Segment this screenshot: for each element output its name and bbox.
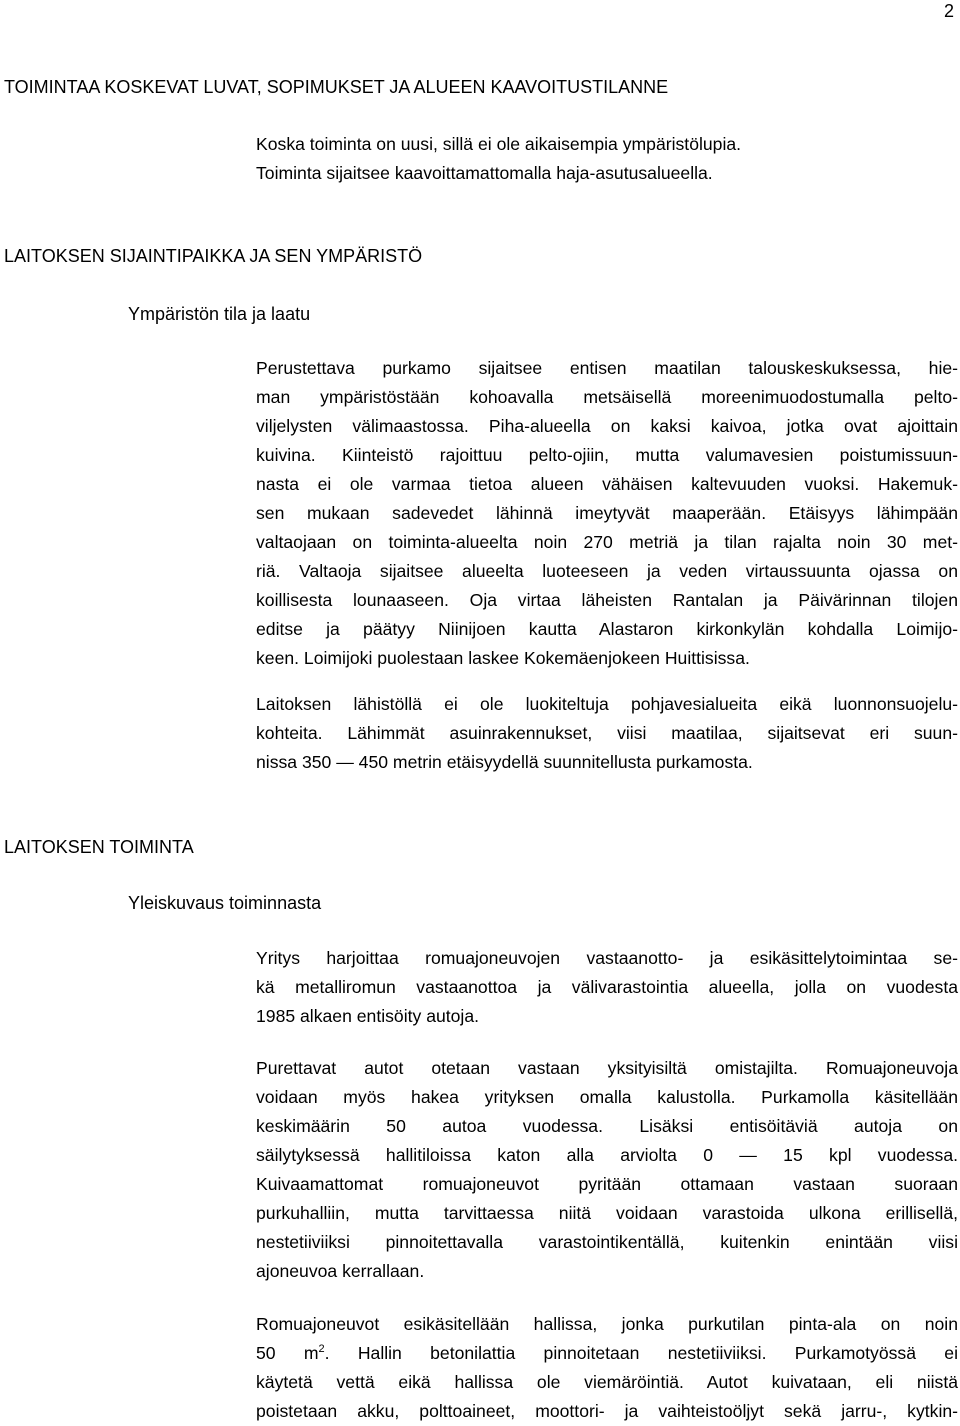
text-line: viljelysten välimaastossa. Piha-alueella on kaksi kaivoa, jotka ovat ajoittain	[256, 416, 958, 436]
text-line: man ympäristöstään kohoavalla metsäisellä moreenimuodostumalla pelto-	[256, 387, 958, 407]
text-line: ajoneuvoa kerrallaan.	[256, 1261, 425, 1281]
text-line: Kuivaamattomat romuajoneuvot pyritään ottamaan vastaan suoraan	[256, 1174, 958, 1194]
paragraph-environment-description	[256, 354, 958, 673]
text-line: sen mukaan sadevedet lähinnä imeytyvät maaperään. Etäisyys lähimpään	[256, 503, 958, 523]
text-line: 1985 alkaen entisöity autoja.	[256, 1006, 480, 1026]
text-line: Purettavat autot otetaan vastaan yksityisiltä omistajilta. Romuajoneuvoja	[256, 1058, 958, 1078]
paragraph-environment-protection	[256, 690, 958, 777]
text-line: kuivina. Kiinteistö rajoittuu pelto-ojiin, mutta valumavesien poistumissuun-	[256, 445, 958, 465]
text-line: kohteita. Lähimmät asuinrakennukset, viisi maatilaa, sijaitsevat eri suun-	[256, 723, 958, 743]
text-line: kä metalliromun vastaanottoa ja välivarastointia alueella, jolla on vuodesta	[256, 977, 958, 997]
text-fragment: . Hallin betonilattia pinnoitetaan nestetiiviiksi. Purkamotyössä ei	[324, 1343, 958, 1363]
text-line: valtaojaan on toiminta-alueelta noin 270 metriä ja tilan rajalta noin 30 met-	[256, 532, 958, 552]
area-value: 50 m	[256, 1343, 319, 1363]
text-line: käytetä vettä eikä hallissa ole viemäröintiä. Autot kuivataan, eli niistä	[256, 1372, 958, 1392]
text-line: editse ja päätyy Niinijoen kautta Alastaron kirkonkylän kohdalla Loimijo-	[256, 619, 958, 639]
section-heading-location: LAITOKSEN SIJAINTIPAIKKA JA SEN YMPÄRISTÖ	[4, 246, 423, 266]
text-line	[256, 1339, 958, 1368]
text-line: nestetiiviiksi pinnoitettavalla varastointikentällä, kuitenkin enintään viisi	[256, 1232, 958, 1252]
subheading-environment: Ympäristön tila ja laatu	[128, 304, 311, 324]
text-line: keskimäärin 50 autoa vuodessa. Lisäksi entisöitäviä autoja on	[256, 1116, 958, 1136]
paragraph-hall-processing	[256, 1310, 958, 1426]
paragraph-permits	[256, 130, 958, 188]
text-line: nissa 350 — 450 metrin etäisyydellä suunnitellusta purkamosta.	[256, 752, 753, 772]
paragraph-vehicle-intake	[256, 1054, 958, 1286]
text-line: koillisesta lounaaseen. Oja virtaa läheisten Rantalan ja Päivärinnan tilojen	[256, 590, 958, 610]
text-line: nasta ei ole varmaa tietoa alueen vähäisen kaltevuuden vuoksi. Hakemuk-	[256, 474, 958, 494]
text-line: Romuajoneuvot esikäsitellään hallissa, jonka purkutilan pinta-ala on noin	[256, 1314, 958, 1334]
text-line: Laitoksen lähistöllä ei ole luokiteltuja pohjavesialueita eikä luonnonsuojelu-	[256, 694, 958, 714]
page-number: 2	[943, 1, 954, 21]
text-line: purkuhalliin, mutta tarvittaessa niitä voidaan varastoida ulkona erillisellä,	[256, 1203, 958, 1223]
text-line: Yritys harjoittaa romuajoneuvojen vastaanotto- ja esikäsittelytoimintaa se-	[256, 948, 958, 968]
text-line: riä. Valtaoja sijaitsee alueelta luoteeseen ja veden virtaussuunta ojassa on	[256, 561, 958, 581]
text-line: säilytyksessä hallitiloissa katon alla arviolta 0 — 15 kpl vuodessa.	[256, 1145, 958, 1165]
text-line: Koska toiminta on uusi, sillä ei ole aikaisempia ympäristölupia.	[256, 134, 742, 154]
text-line: poistetaan akku, polttoaineet, moottori- ja vaihteistoöljyt sekä jarru-, kytkin-	[256, 1401, 958, 1421]
area-unit-exponent: 2	[318, 1343, 325, 1356]
paragraph-operation-overview	[256, 944, 958, 1031]
section-heading-permits: TOIMINTAA KOSKEVAT LUVAT, SOPIMUKSET JA ALUEEN KAAVOITUSTILANNE	[4, 77, 669, 97]
text-line: keen. Loimijoki puolestaan laskee Kokemäenjokeen Huittisissa.	[256, 648, 750, 668]
section-heading-operation: LAITOKSEN TOIMINTA	[4, 837, 194, 857]
text-line: Perustettava purkamo sijaitsee entisen maatilan talouskeskuksessa, hie-	[256, 358, 958, 378]
text-line: voidaan myös hakea yrityksen omalla kalustolla. Purkamolla käsitellään	[256, 1087, 958, 1107]
text-line: Toiminta sijaitsee kaavoittamattomalla haja-asutusalueella.	[256, 163, 713, 183]
subheading-general-description: Yleiskuvaus toiminnasta	[128, 893, 322, 913]
